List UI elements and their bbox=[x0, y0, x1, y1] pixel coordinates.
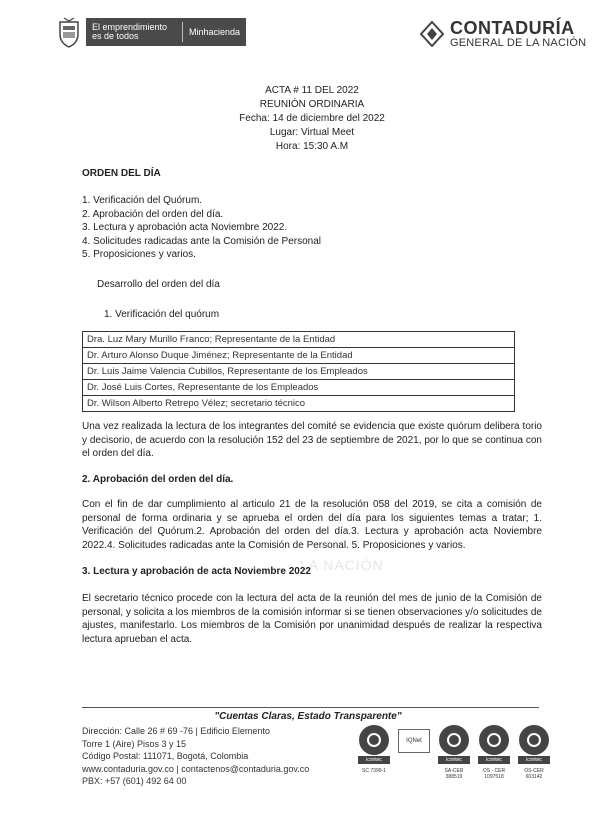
government-logo bbox=[56, 14, 246, 50]
cgn-mark-icon bbox=[420, 21, 444, 47]
section-3-title: 3. Lectura y aprobación de acta Noviembre 2022 bbox=[82, 566, 311, 577]
phone-line: PBX: +57 (601) 492 64 00 bbox=[82, 776, 187, 786]
certification-seal bbox=[478, 725, 510, 780]
cert-code: SC 7399-1 bbox=[362, 768, 386, 774]
section-2-paragraph: Con el fin de dar cumplimiento al articulo 21 de la resolución 058 del 2019, se cita a comisión de personal de forma ordinaria y se aprueba el orden del día para los siguientes temas a tratar; 1. Verificación del Quórum.2. Aprobación del orden del día.3. Lectura y aprobación acta Noviembre 2022.4. Solicitudes radicadas ante la Comisión de Personal. 5. Proposiciones y varios. bbox=[82, 499, 542, 551]
address-line: Dirección: Calle 26 # 69 -76 | Edificio Elemento bbox=[82, 726, 270, 736]
icontec-seal-icon bbox=[519, 725, 549, 755]
meeting-meta bbox=[0, 84, 616, 154]
ministry-name: Minhacienda bbox=[188, 26, 240, 37]
attendee-cell: Dra. Luz Mary Murillo Franco; Representante de la Entidad bbox=[83, 332, 515, 348]
attendee-cell: Dr. José Luis Cortes, Representante de los Empleados bbox=[83, 380, 515, 396]
banner-divider bbox=[182, 22, 183, 42]
agenda-title: ORDEN DEL DÍA bbox=[82, 168, 161, 179]
table-row bbox=[83, 396, 515, 412]
government-banner bbox=[86, 18, 246, 46]
attendee-cell: Dr. Arturo Alonso Duque Jiménez; Representante de la Entidad bbox=[83, 348, 515, 364]
coat-of-arms-icon bbox=[56, 16, 82, 48]
org-subname: GENERAL DE LA NACIÓN bbox=[450, 37, 587, 49]
meeting-date: Fecha: 14 de diciembre del 2022 bbox=[239, 113, 385, 124]
icontec-seal-icon bbox=[479, 725, 509, 755]
website-line[interactable]: www.contaduria.gov.co | contactenos@contaduria.gov.co bbox=[82, 763, 310, 774]
cert-code: OS - CER 1097518 bbox=[482, 768, 506, 780]
certification-seal bbox=[398, 725, 430, 780]
table-row bbox=[83, 348, 515, 364]
table-row bbox=[83, 380, 515, 396]
attendee-cell: Dr. Luis Jaime Valencia Cubillos, Representante de los Empleados bbox=[83, 364, 515, 380]
section-2-title: 2. Aprobación del orden del día. bbox=[82, 474, 234, 485]
watermark: LA NACIÓN bbox=[300, 557, 384, 573]
icontec-seal-icon bbox=[359, 725, 389, 755]
footer-address bbox=[82, 725, 309, 788]
table-row bbox=[83, 332, 515, 348]
cgn-logo bbox=[420, 18, 600, 50]
org-name: CONTADURÍA bbox=[450, 18, 575, 38]
attendees-table bbox=[82, 331, 515, 412]
agenda-item: 3. Lectura y aprobación acta Noviembre 2022. bbox=[82, 222, 288, 233]
table-row bbox=[83, 364, 515, 380]
agenda-item: 1. Verificación del Quórum. bbox=[82, 195, 203, 206]
certification-seal bbox=[438, 725, 470, 780]
cert-brand: icontec bbox=[358, 756, 390, 764]
agenda-item: 4. Solicitudes radicadas ante la Comisión de Personal bbox=[82, 235, 322, 247]
agenda-item: 2. Aprobación del orden del día. bbox=[82, 208, 224, 220]
quorum-subheading: 1. Verificación del quórum bbox=[104, 309, 220, 320]
footer-divider bbox=[82, 707, 539, 708]
address-line: Código Postal: 111071, Bogotá, Colombia bbox=[82, 751, 249, 761]
agenda-development: Desarrollo del orden del día bbox=[97, 279, 220, 290]
cert-brand: icontec bbox=[518, 756, 550, 764]
address-line: Torre 1 (Aire) Pisos 3 y 15 bbox=[82, 738, 187, 749]
agenda-list bbox=[82, 194, 321, 262]
section-3-paragraph: El secretario técnico procede con la lectura del acta de la reunión del mes de junio de la Comisión de personal, y solicita a los miembros de la comisión informar si se tienen observaciones y/o solicitudes de ajustes, manifestarlo. Los miembros de la Comisión por unanimidad después de realizar la respectiva lectura aprueban el acta. bbox=[82, 593, 542, 645]
certification-seals bbox=[358, 725, 550, 780]
certification-seal bbox=[358, 725, 390, 780]
meeting-time: Hora: 15:30 A.M bbox=[275, 141, 349, 152]
meeting-place: Lugar: Virtual Meet bbox=[269, 127, 355, 138]
meeting-type: REUNIÓN ORDINARIA bbox=[259, 99, 365, 110]
cert-code: OS-CER 603142 bbox=[524, 768, 544, 780]
gov-slogan: El emprendimiento es de todos bbox=[91, 22, 167, 41]
acta-number: ACTA # 11 DEL 2022 bbox=[265, 85, 359, 96]
agenda-item: 5. Proposiciones y varios. bbox=[82, 249, 196, 260]
quorum-paragraph: Una vez realizada la lectura de los integrantes del comité se evidencia que existe quórum delibera torio y decisorio, de acuerdo con la resolución 152 del 23 de septiembre de 2021, por lo que se continua con el orden del día. bbox=[82, 421, 542, 459]
footer-slogan: "Cuentas Claras, Estado Transparente" bbox=[214, 711, 402, 722]
iqnet-seal-icon: IQNet bbox=[398, 729, 430, 753]
icontec-seal-icon bbox=[439, 725, 469, 755]
cert-code: SA-CER 388519 bbox=[444, 768, 464, 780]
certification-seal bbox=[518, 725, 550, 780]
cert-brand: icontec bbox=[478, 756, 510, 764]
attendee-cell: Dr. Wilson Alberto Retrepo Vélez; secretario técnico bbox=[83, 396, 515, 412]
cert-brand: icontec bbox=[438, 756, 470, 764]
